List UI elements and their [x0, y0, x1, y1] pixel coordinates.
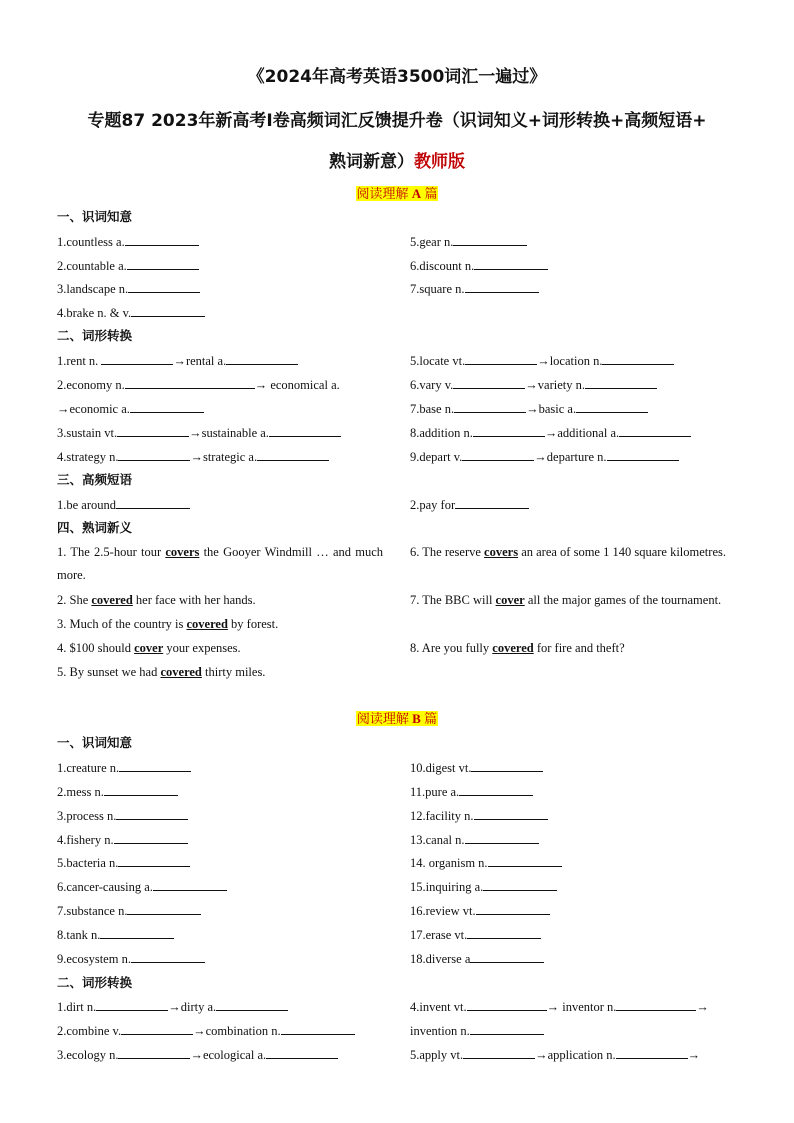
answer-blank[interactable] — [476, 902, 550, 915]
b-vocab-7: 7.substance n. — [57, 902, 201, 920]
b-vocab-1: 1.creature n. — [57, 759, 191, 777]
answer-blank[interactable] — [118, 448, 190, 461]
answer-blank[interactable] — [96, 998, 168, 1011]
a-form-2: 2.economy n. → economical a. — [57, 378, 340, 392]
a-sentence-5: 5. By sunset we had covered thirty miles. — [57, 665, 266, 679]
answer-blank[interactable] — [619, 424, 691, 437]
section-a-title-letter: A — [411, 186, 422, 201]
a-vocab-6: 6.discount n. — [410, 257, 548, 275]
a-vocab-2: 2.countable a. — [57, 257, 199, 275]
answer-blank[interactable] — [114, 831, 188, 844]
a-form-5: 5.locate vt. →location n. — [410, 352, 674, 370]
answer-blank[interactable] — [616, 1046, 688, 1059]
answer-blank[interactable] — [117, 424, 189, 437]
answer-blank[interactable] — [116, 807, 188, 820]
answer-blank[interactable] — [131, 304, 205, 317]
answer-blank[interactable] — [467, 998, 547, 1011]
a-sentence-7: 7. The BBC will cover all the major games of the tournament. — [410, 593, 722, 607]
a-sentence-2: 2. She covered her face with her hands. — [57, 593, 256, 607]
answer-blank[interactable] — [483, 878, 557, 891]
b-vocab-4: 4.fishery n. — [57, 831, 188, 849]
b-form-2: 2.combine v. →combination n. — [57, 1022, 355, 1040]
a-form-3: 3.sustain vt. →sustainable a. — [57, 424, 341, 442]
doc-title-series: 《2024年高考英语3500词汇一遍过》 — [247, 67, 547, 87]
b-vocab-15: 15.inquiring a. — [410, 878, 557, 896]
a-vocab-5: 5.gear n. — [410, 233, 527, 251]
a-form-9: 9.depart v. →departure n. — [410, 448, 679, 466]
answer-blank[interactable] — [266, 1046, 338, 1059]
b-vocab-10: 10.digest vt. — [410, 759, 543, 777]
answer-blank[interactable] — [465, 352, 537, 365]
answer-blank[interactable] — [453, 376, 525, 389]
b-vocab-14: 14. organism n. — [410, 854, 562, 872]
answer-blank[interactable] — [125, 376, 255, 389]
a-form-8: 8.addition n. →additional a. — [410, 424, 691, 442]
answer-blank[interactable] — [473, 424, 545, 437]
b-vocab-9: 9.ecosystem n. — [57, 950, 205, 968]
answer-blank[interactable] — [474, 807, 548, 820]
section-a-heading-phrases: 三、高频短语 — [57, 472, 133, 487]
answer-blank[interactable] — [463, 1046, 535, 1059]
answer-blank[interactable] — [471, 759, 543, 772]
b-vocab-16: 16.review vt. — [410, 902, 550, 920]
section-b-heading-forms: 二、词形转换 — [57, 975, 133, 990]
answer-blank[interactable] — [470, 950, 544, 963]
a-form-6: 6.vary v. →variety n. — [410, 376, 657, 394]
a-form-4: 4.strategy n. →strategic a. — [57, 448, 329, 466]
section-a-heading-new-meanings: 四、熟词新义 — [57, 520, 133, 535]
section-a-title-pre: 阅读理解 — [356, 186, 409, 201]
section-b-title — [0, 710, 794, 728]
answer-blank[interactable] — [454, 400, 526, 413]
answer-blank[interactable] — [462, 448, 534, 461]
answer-blank[interactable] — [470, 1022, 544, 1035]
answer-blank[interactable] — [116, 496, 190, 509]
a-phrase-2: 2.pay for — [410, 496, 529, 514]
answer-blank[interactable] — [281, 1022, 355, 1035]
answer-blank[interactable] — [121, 1022, 193, 1035]
b-vocab-11: 11.pure a. — [410, 783, 533, 801]
b-form-3: 3.ecology n. →ecological a. — [57, 1046, 338, 1064]
answer-blank[interactable] — [127, 902, 201, 915]
b-form-4b: invention n. — [410, 1022, 544, 1040]
b-vocab-6: 6.cancer-causing a. — [57, 878, 227, 896]
answer-blank[interactable] — [616, 998, 696, 1011]
b-vocab-5: 5.bacteria n. — [57, 854, 190, 872]
answer-blank[interactable] — [467, 926, 541, 939]
answer-blank[interactable] — [465, 831, 539, 844]
answer-blank[interactable] — [118, 854, 190, 867]
answer-blank[interactable] — [576, 400, 648, 413]
section-a-title — [0, 185, 794, 203]
section-b-title-post: 篇 — [424, 711, 438, 726]
a-vocab-3: 3.landscape n. — [57, 280, 200, 298]
answer-blank[interactable] — [459, 783, 533, 796]
answer-blank[interactable] — [226, 352, 298, 365]
a-phrase-1: 1.be around — [57, 496, 190, 514]
b-vocab-13: 13.canal n. — [410, 831, 539, 849]
answer-blank[interactable] — [100, 926, 174, 939]
b-vocab-17: 17.erase vt. — [410, 926, 541, 944]
answer-blank[interactable] — [585, 376, 657, 389]
b-vocab-8: 8.tank n. — [57, 926, 174, 944]
answer-blank[interactable] — [257, 448, 329, 461]
b-form-5: 5.apply vt. →application n. → — [410, 1048, 701, 1062]
answer-blank[interactable] — [125, 233, 199, 246]
a-vocab-4: 4.brake n. & v. — [57, 304, 205, 322]
answer-blank[interactable] — [101, 352, 173, 365]
answer-blank[interactable] — [119, 759, 191, 772]
answer-blank[interactable] — [104, 783, 178, 796]
section-a-heading-vocab: 一、识词知意 — [57, 209, 133, 224]
a-sentence-1: 1. The 2.5-hour tour covers the Gooyer Windmill … and much more. — [57, 545, 384, 582]
answer-blank[interactable] — [607, 448, 679, 461]
b-vocab-18: 18.diverse a — [410, 950, 544, 968]
answer-blank[interactable] — [131, 950, 205, 963]
doc-title-tail: 熟词新意） — [329, 152, 414, 172]
doc-title-topic: 专题87 2023年新高考I卷高频词汇反馈提升卷（识词知义+词形转换+高频短语+ — [87, 111, 707, 131]
a-form-1: 1.rent n. →rental a. — [57, 352, 298, 370]
b-vocab-12: 12.facility n. — [410, 807, 548, 825]
teacher-edition-label: 教师版 — [414, 152, 465, 172]
answer-blank[interactable] — [474, 257, 548, 270]
a-sentence-8: 8. Are you fully covered for fire and theft? — [410, 641, 625, 655]
answer-blank[interactable] — [488, 854, 562, 867]
answer-blank[interactable] — [153, 878, 227, 891]
answer-blank[interactable] — [602, 352, 674, 365]
a-vocab-7: 7.square n. — [410, 280, 539, 298]
section-b-heading-vocab: 一、识词知意 — [57, 735, 133, 750]
answer-blank[interactable] — [216, 998, 288, 1011]
a-sentence-6: 6. The reserve covers an area of some 1 140 square kilometres. — [410, 545, 726, 559]
doc-title-edition — [0, 151, 794, 173]
section-a-heading-forms: 二、词形转换 — [57, 328, 133, 343]
answer-blank[interactable] — [455, 496, 529, 509]
b-form-4: 4.invent vt. → inventor n. → — [410, 1000, 709, 1014]
b-form-1: 1.dirt n. →dirty a. — [57, 998, 288, 1016]
a-form-2b: →economic a. — [57, 400, 204, 418]
a-vocab-1: 1.countless a. — [57, 233, 199, 251]
a-sentence-4: 4. $100 should cover your expenses. — [57, 641, 241, 655]
b-vocab-2: 2.mess n. — [57, 783, 178, 801]
section-b-title-pre: 阅读理解 — [356, 711, 409, 726]
answer-blank[interactable] — [130, 400, 204, 413]
answer-blank[interactable] — [118, 1046, 190, 1059]
section-a-title-post: 篇 — [424, 186, 438, 201]
a-sentence-3: 3. Much of the country is covered by forest. — [57, 617, 279, 631]
answer-blank[interactable] — [269, 424, 341, 437]
answer-blank[interactable] — [128, 280, 200, 293]
answer-blank[interactable] — [465, 280, 539, 293]
answer-blank[interactable] — [127, 257, 199, 270]
section-b-title-letter: B — [412, 711, 421, 726]
b-vocab-3: 3.process n. — [57, 807, 188, 825]
answer-blank[interactable] — [453, 233, 527, 246]
a-form-7: 7.base n. →basic a. — [410, 400, 648, 418]
